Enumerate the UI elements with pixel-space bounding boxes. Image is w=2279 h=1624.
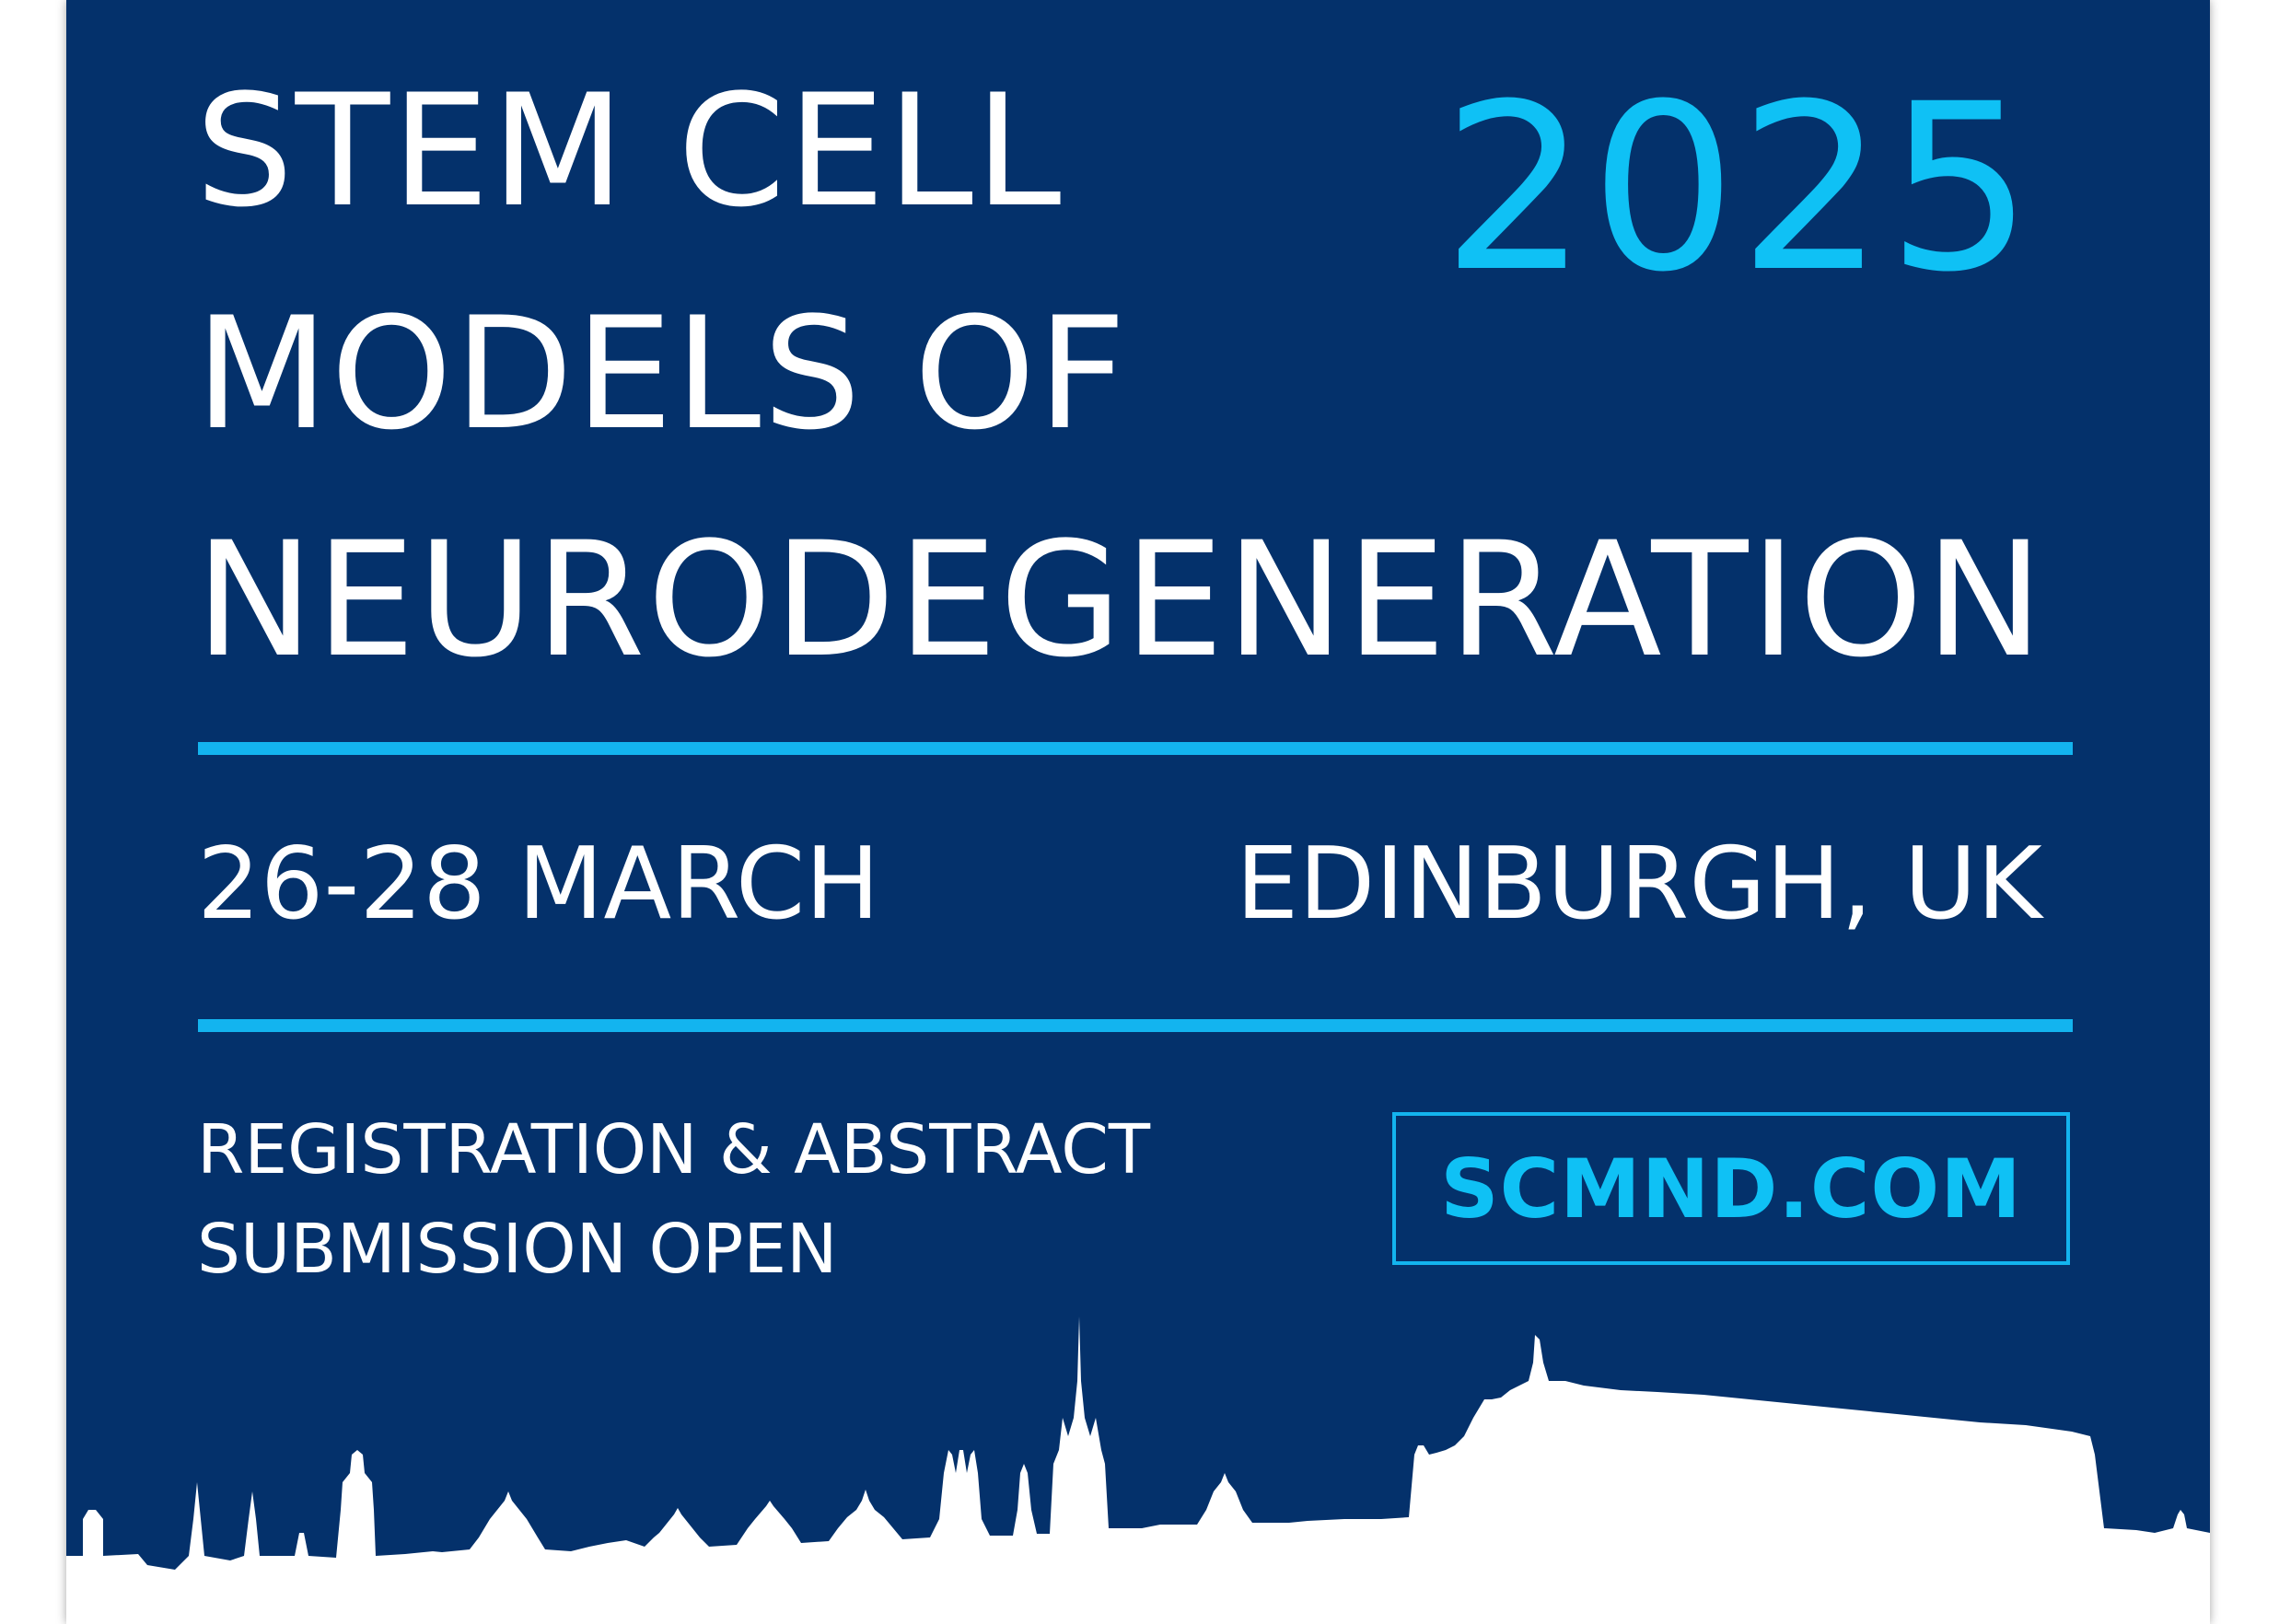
website-link[interactable]: SCMND.COM [1392, 1112, 2070, 1265]
event-dates: 26-28 MARCH [197, 827, 880, 942]
title-line-3: NEURODEGENERATION [195, 507, 2046, 692]
conference-poster [66, 0, 2210, 1624]
event-location: EDINBURGH, UK [1236, 827, 2042, 942]
edinburgh-skyline-icon [66, 0, 2210, 1624]
registration-line-2: SUBMISSION OPEN [197, 1210, 838, 1289]
title-line-1: STEM CELL [195, 61, 1064, 241]
event-year: 2025 [1441, 54, 2035, 322]
title-line-2: MODELS OF [195, 284, 1129, 464]
registration-line-1: REGISTRATION & ABSTRACT [197, 1110, 1151, 1189]
